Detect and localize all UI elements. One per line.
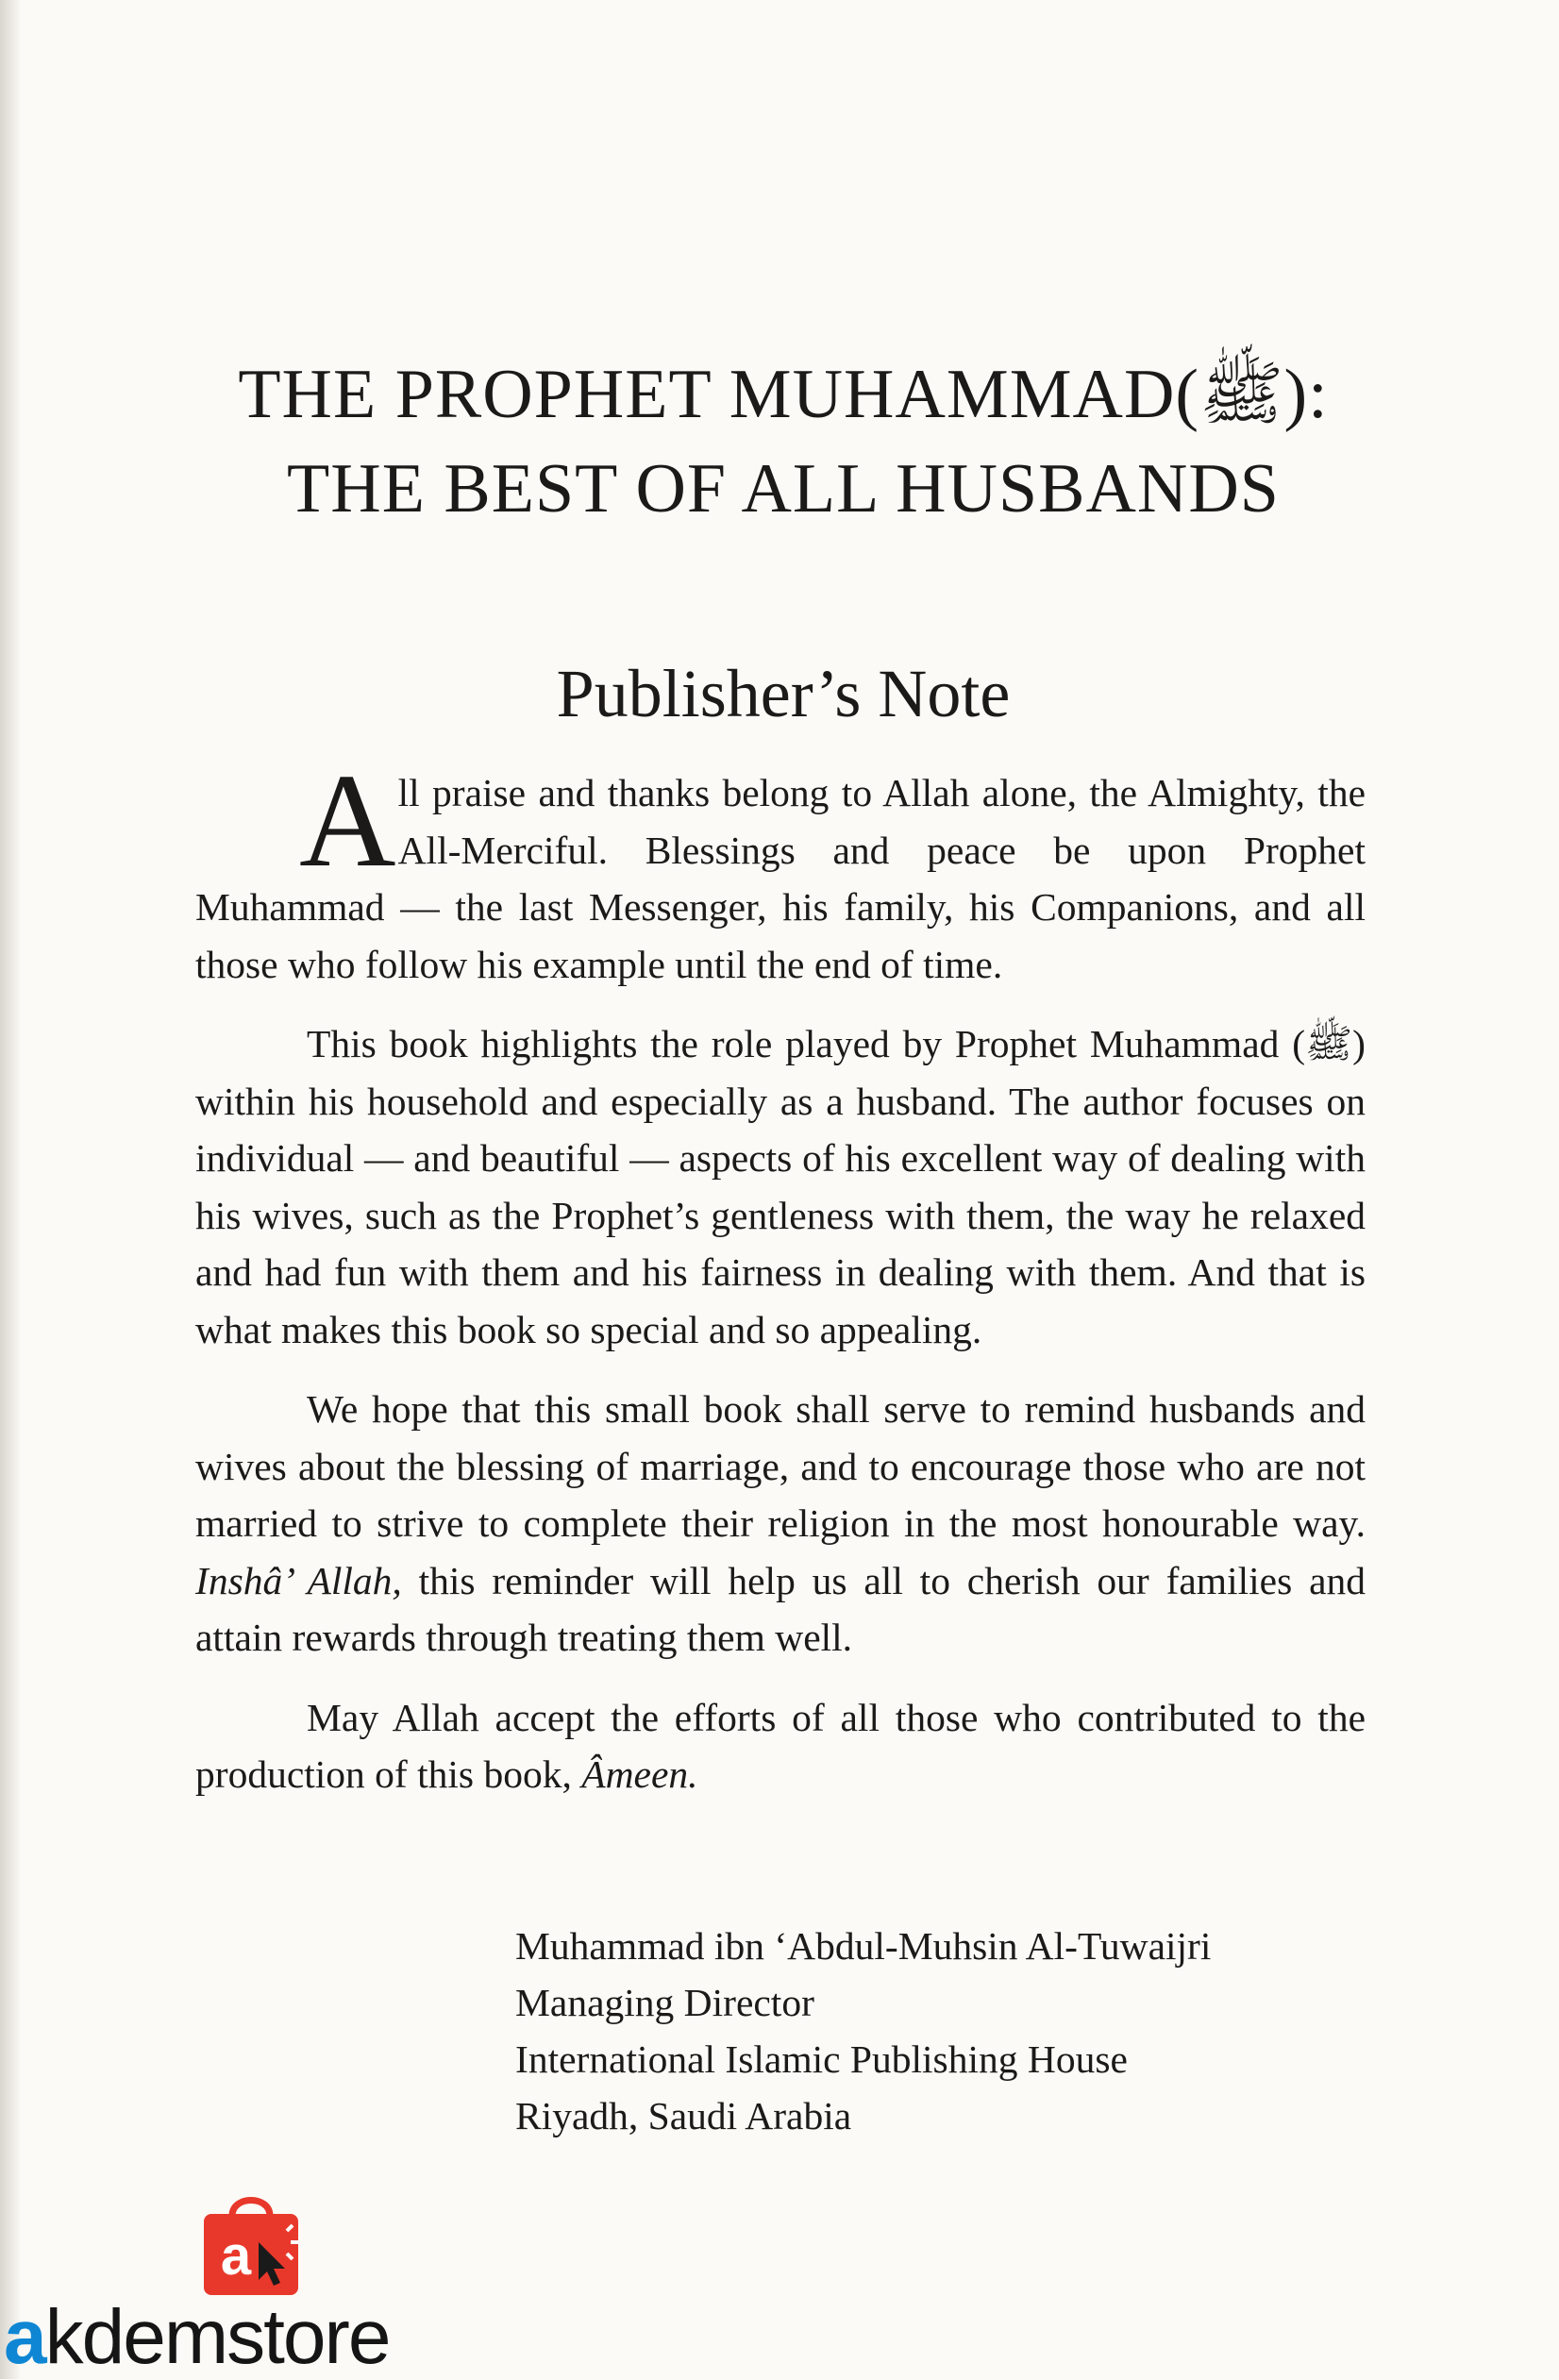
paragraph-1-text: ll praise and thanks belong to Allah alone, the Almighty, the All-Merciful. Blessings and peace be upon Prophet Muhammad — the last Messenger, his family, his Companions, and all those who follow his example until the end of time. bbox=[195, 771, 1366, 986]
brand-watermark bbox=[4, 2295, 389, 2380]
paragraph-3 bbox=[195, 1381, 1366, 1667]
inshallah-italic: Inshâ’ Allah, bbox=[195, 1558, 402, 1602]
ameen-italic: Âmeen. bbox=[581, 1752, 698, 1796]
brand-initial: a bbox=[4, 2294, 45, 2380]
signatory-organization: International Islamic Publishing House bbox=[515, 2037, 1128, 2081]
signatory-location: Riyadh, Saudi Arabia bbox=[515, 2094, 852, 2137]
title-line-2: THE BEST OF ALL HUSBANDS bbox=[287, 450, 1280, 528]
paragraph-3-text-a: We hope that this small book shall serve to remind husbands and wives about the blessing of marriage, and to encourage those who are not married to strive to complete their religion in the most honourable way. bbox=[195, 1387, 1366, 1545]
signatory-role: Managing Director bbox=[515, 1981, 814, 2024]
paragraph-2: This book highlights the role played by Prophet Muhammad (ﷺ) within his household and especially as a husband. The author focuses on individual — and beautiful — aspects of his excellent way of dealing with his wives, such as the Prophet’s gentleness with them, the way he relaxed and had fun with them and his fairness in dealing with them. And that is what makes this book so special and so appealing. bbox=[195, 1022, 1366, 1351]
paragraph-3-text-b: this reminder will help us all to cherish our families and attain rewards through treating them well. bbox=[195, 1558, 1366, 1659]
shopping-bag-logo-icon bbox=[198, 2187, 304, 2299]
paragraph-4 bbox=[195, 1689, 1366, 1803]
page-edge bbox=[0, 0, 21, 2379]
paragraph-1 bbox=[195, 746, 1366, 993]
book-title bbox=[189, 347, 1378, 536]
title-line-1: THE PROPHET MUHAMMAD(ﷺ): bbox=[238, 356, 1329, 433]
note-body bbox=[195, 746, 1366, 1826]
logo-letter: a bbox=[220, 2225, 252, 2287]
signature-block bbox=[515, 1918, 1211, 2144]
brand-name: kdemstore bbox=[44, 2294, 390, 2380]
publishers-note-heading: Publisher’s Note bbox=[556, 656, 1011, 731]
paragraph-4-text: May Allah accept the efforts of all those who contributed to the production of this book, bbox=[195, 1695, 1366, 1796]
drop-cap: A bbox=[299, 746, 396, 895]
signatory-name: Muhammad ibn ‘Abdul-Muhsin Al-Tuwaijri bbox=[515, 1924, 1212, 1968]
